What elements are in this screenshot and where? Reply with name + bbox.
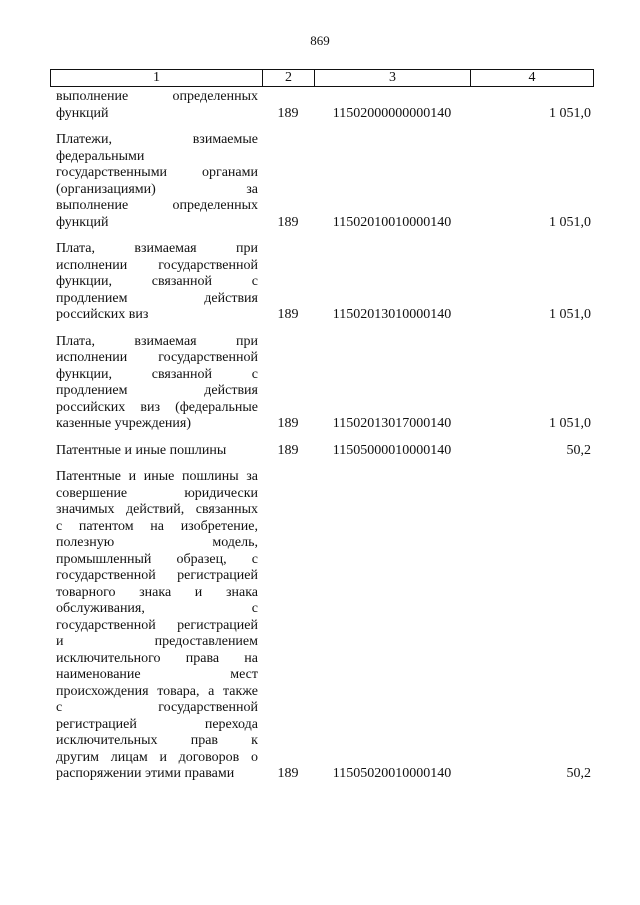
description-line: выполнение определенных: [56, 198, 258, 213]
description-line: функций: [56, 214, 109, 230]
header-col-1: 1: [51, 70, 263, 87]
row-admin-code: 189: [277, 766, 299, 781]
row-admin-code: 189: [277, 416, 299, 431]
row-description: [50, 334, 262, 443]
header-col-2: 2: [263, 70, 315, 87]
description-line: другим лицам и договоров о: [56, 749, 258, 765]
header-col-4: 4: [471, 70, 594, 87]
row-description: [50, 241, 262, 334]
row-description: [50, 132, 262, 241]
row-amount: 1 051,0: [549, 416, 591, 431]
description-line: товарного знака и знака: [56, 584, 258, 600]
description-line: исполнении государственной: [56, 350, 258, 365]
description-line: с патентом на изобретение,: [56, 518, 258, 534]
description-line: исключительного права на: [56, 650, 258, 666]
row-amount: 1 051,0: [549, 105, 591, 121]
table-row: [50, 89, 593, 132]
description-line: наименование мест: [56, 667, 258, 682]
description-line: государственной регистрацией: [56, 617, 258, 633]
row-amount: 50,2: [566, 766, 591, 781]
description-line: Плата, взимаемая при: [56, 241, 258, 256]
table-row: [50, 132, 593, 241]
table-row: [50, 241, 593, 334]
description-line: функции, связанной с: [56, 274, 258, 289]
row-classification-code: 11502010010000140: [332, 214, 452, 230]
description-line: функций: [56, 105, 109, 121]
row-amount: 50,2: [566, 442, 591, 458]
row-classification-code: 11502013010000140: [332, 307, 452, 322]
description-line: функции, связанной с: [56, 366, 258, 382]
row-admin-code: 189: [277, 214, 299, 230]
description-line: промышленный образец, с: [56, 551, 258, 567]
description-line: значимых действий, связанных: [56, 502, 258, 517]
budget-table: [50, 89, 593, 783]
description-line: Платежи, взимаемые: [56, 132, 258, 147]
description-line: российских виз: [56, 307, 149, 322]
description-line: с государственной: [56, 700, 258, 715]
description-line: государственной регистрацией: [56, 568, 258, 583]
description-line: Патентные и иные пошлины: [56, 442, 227, 458]
description-line: происхождения товара, а также: [56, 683, 258, 699]
description-line: исполнении государственной: [56, 257, 258, 273]
row-description: [50, 469, 262, 783]
table-row: [50, 334, 593, 443]
row-admin-code: 189: [277, 307, 299, 322]
description-line: продлением действия: [56, 383, 258, 398]
row-classification-code: 11502000000000140: [332, 105, 452, 121]
description-line: государственными органами: [56, 165, 258, 180]
table-row: [50, 469, 593, 783]
table-header: [50, 69, 594, 87]
row-classification-code: 11505020010000140: [332, 766, 452, 781]
row-admin-code: 189: [277, 442, 299, 458]
header-col-3: 3: [315, 70, 471, 87]
description-line: распоряжении этими правами: [56, 766, 235, 781]
table-row: [50, 443, 593, 470]
description-line: полезную модель,: [56, 535, 258, 550]
description-line: казенные учреждения): [56, 416, 192, 431]
table-body: [50, 89, 593, 783]
description-line: Плата, взимаемая при: [56, 333, 258, 349]
description-line: Патентные и иные пошлины за: [56, 469, 258, 484]
row-amount: 1 051,0: [549, 214, 591, 230]
description-line: и предоставлением: [56, 634, 258, 649]
description-line: федеральными: [56, 148, 145, 164]
row-classification-code: 11502013017000140: [332, 416, 452, 431]
description-line: (организациями) за: [56, 181, 258, 197]
row-classification-code: 11505000010000140: [332, 442, 452, 458]
description-line: совершение юридически: [56, 485, 258, 501]
row-description: [50, 443, 262, 470]
page-number: 869: [310, 33, 330, 48]
description-line: обслуживания, с: [56, 601, 258, 616]
row-admin-code: 189: [277, 105, 299, 121]
description-line: продлением действия: [56, 290, 258, 306]
description-line: исключительных прав к: [56, 733, 258, 748]
description-line: выполнение определенных: [56, 89, 258, 104]
description-line: российских виз (федеральные: [56, 399, 258, 415]
row-amount: 1 051,0: [549, 307, 591, 322]
row-description: [50, 89, 262, 132]
description-line: регистрацией перехода: [56, 716, 258, 732]
